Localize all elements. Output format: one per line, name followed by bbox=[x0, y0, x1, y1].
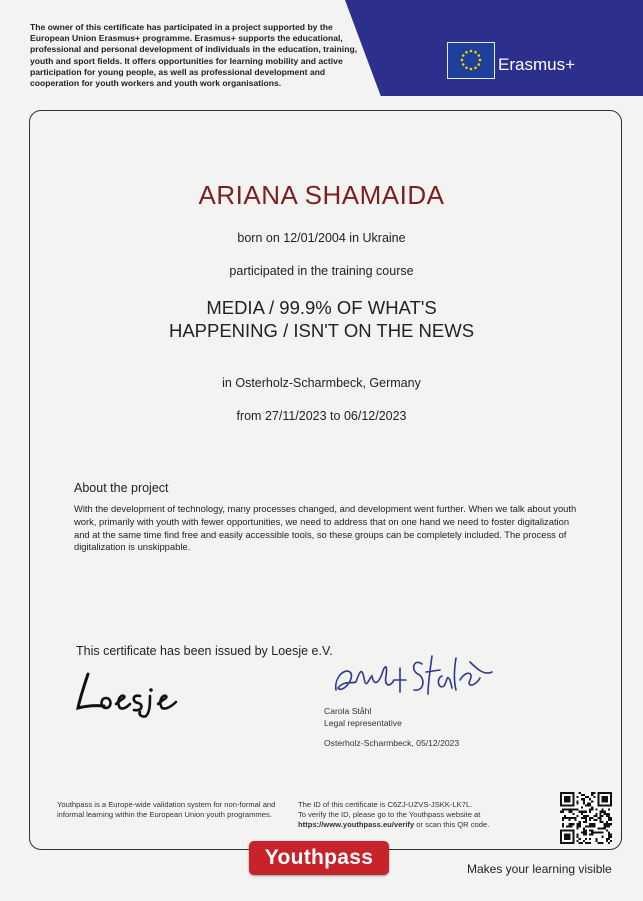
course-location: in Osterholz-Scharmbeck, Germany bbox=[222, 376, 421, 390]
youthpass-logo: Youthpass bbox=[249, 841, 389, 875]
verify-suffix: or scan this QR code. bbox=[414, 820, 490, 829]
signature bbox=[330, 650, 495, 710]
youthpass-description: Youthpass is a Europe-wide validation system for non-formal and informal learning within the European Union youth programmes. bbox=[57, 800, 276, 819]
signer-role: Legal representative bbox=[324, 717, 402, 728]
course-dates: from 27/11/2023 to 06/12/2023 bbox=[236, 409, 407, 423]
course-title-line-1: MEDIA / 99.9% OF WHAT'S bbox=[206, 297, 437, 318]
course-title bbox=[0, 296, 643, 342]
verify-link[interactable]: https://www.youthpass.eu/verify bbox=[298, 820, 415, 829]
about-text: With the development of technology, many processes changed, and development went further. When we talk about youth work, primarily with youth with fewer opportunities, we need to address that on one hand we need to foster digitalization and at the same time find free and easily accessible tools, so these groups can be completely included. The process of digitalization is unskippable. bbox=[74, 503, 577, 553]
signer-name: Carola Ståhl bbox=[324, 706, 372, 716]
loesje-logo bbox=[74, 668, 184, 723]
erasmus-logo-text: Erasmus+ bbox=[498, 55, 575, 74]
eu-flag-icon bbox=[447, 42, 495, 79]
verification-info bbox=[298, 800, 548, 830]
course-title-line-2: HAPPENING / ISN'T ON THE NEWS bbox=[168, 320, 475, 341]
participant-name: ARIANA SHAMAIDA bbox=[198, 180, 445, 210]
youthpass-slogan: Makes your learning visible bbox=[467, 862, 612, 876]
participation-text: participated in the training course bbox=[229, 264, 414, 278]
signer-block bbox=[324, 706, 402, 729]
issued-by: This certificate has been issued by Loesje e.V. bbox=[76, 644, 333, 658]
qr-code-icon[interactable] bbox=[560, 792, 612, 844]
certificate-id-text: The ID of this certificate is C6ZJ-UZVS-JSKK-LK7L. bbox=[298, 800, 473, 809]
verify-instruction: To verify the ID, please go to the Youthpass website at bbox=[298, 810, 481, 819]
sign-place-date: Osterholz-Scharmbeck, 05/12/2023 bbox=[324, 738, 460, 748]
birth-info: born on 12/01/2004 in Ukraine bbox=[237, 231, 406, 245]
about-heading: About the project bbox=[74, 481, 169, 495]
erasmus-statement: The owner of this certificate has participated in a project supported by the European Union Erasmus+ programme. Erasmus+ supports the educational, professional and personal development of individuals in the education, training, youth and sport fields. It offers opportunities for learning mobility and active participation for young people, as well as professional development and cooperation for youth workers and youth work organisations. bbox=[30, 22, 358, 89]
